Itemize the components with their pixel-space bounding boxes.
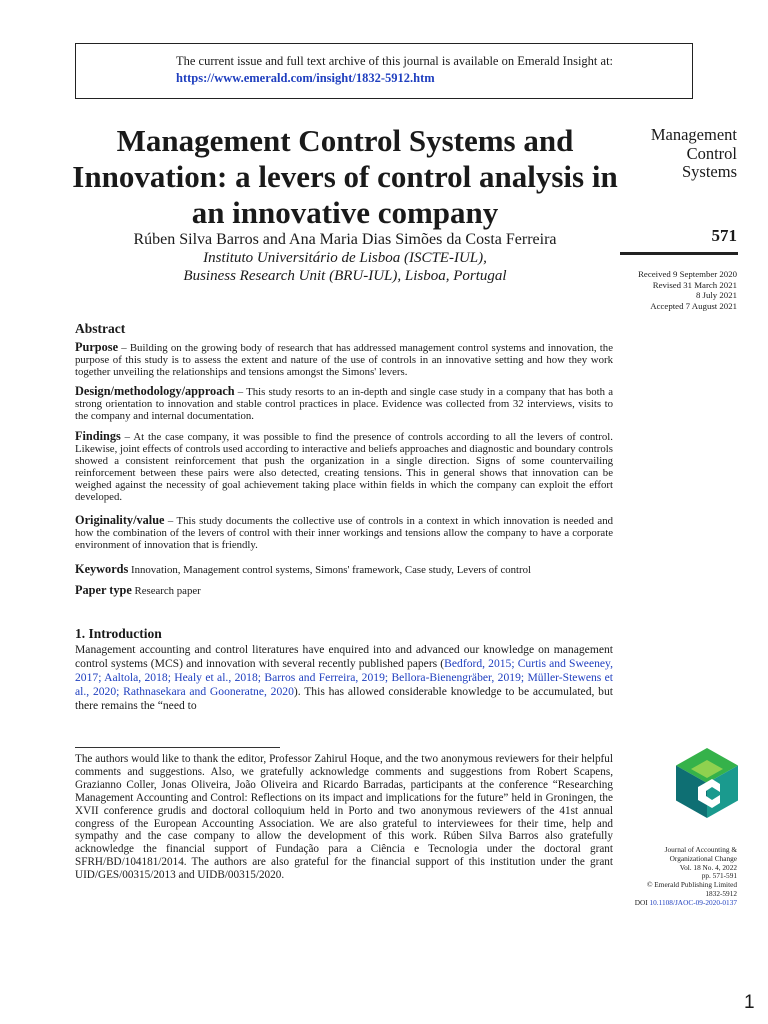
journal-info xyxy=(610,846,737,908)
received-date: Received 9 September 2020 xyxy=(638,269,737,279)
introduction-text xyxy=(75,643,613,713)
abstract-purpose xyxy=(75,341,613,378)
publisher-copyright: © Emerald Publishing Limited xyxy=(646,880,737,890)
doi-label: DOI xyxy=(634,897,648,907)
submission-dates xyxy=(600,269,737,311)
running-head-line-3: Systems xyxy=(681,162,737,181)
running-head xyxy=(620,126,737,182)
findings-label: Findings xyxy=(75,429,121,443)
journal-name-line-2: Organizational Change xyxy=(669,853,737,863)
journal-pages: pp. 571-591 xyxy=(701,871,737,881)
affiliation-line-1: Instituto Universitário de Lisboa (ISCTE-IUL), xyxy=(203,250,487,266)
journal-archive-link[interactable]: https://www.emerald.com/insight/1832-5912.htm xyxy=(176,71,435,85)
footnote-rule xyxy=(75,747,280,748)
affiliation-line-2: Business Research Unit (BRU-IUL), Lisboa, Portugal xyxy=(183,268,507,284)
keywords-text: Innovation, Management control systems, Simons' framework, Case study, Levers of control xyxy=(128,564,532,576)
abstract-findings xyxy=(75,430,613,504)
intro-text-1: Management accounting and control literatures have enquired into and advanced our knowledge on management control systems (MCS) and innovation with several recently published papers ( xyxy=(75,643,613,670)
abstract-heading: Abstract xyxy=(75,321,126,336)
journal-volume: Vol. 18 No. 4, 2022 xyxy=(679,862,737,872)
keywords xyxy=(75,562,620,577)
revised-date-2: 8 July 2021 xyxy=(695,290,737,300)
journal-issn: 1832-5912 xyxy=(705,888,737,898)
running-head-line-2: Control xyxy=(686,143,737,163)
acknowledgements-footnote: The authors would like to thank the editor, Professor Zahirul Hoque, and the two anonymous reviewers for their helpful comments and suggestions. Also, we gratefully acknowledge comments and suggestions from Robert Scapens, Grazianno Coller, Jonas Oliveira, João Oliveira and Ricardo Barradas, participants at the conference “Researching Management Accounting and Control: Reflections on its impact and implications for the future” held in Groningen, the XVII conference grudis and doctoral colloquium held in Porto and two anonymous reviewers of the 41st annual congress of the European Accounting Association. We are also grateful to interviewees for their time, help and sympathy and the case company to allow the development of this work. Rúben Silva Barros also gratefully acknowledge the financial support of Fundação para a Ciência e Tecnologia under the doctoral grant SFRH/BD/104181/2014. The authors are also grateful for the financial support of this institution under the grant UID/GES/00315/2013 and UIDB/00315/2020. xyxy=(75,753,613,882)
originality-text: – This study documents the collective use of controls in a context in which innovation is needed and how the combination of the levers of control with their inner workings and tensions allow the company to have a corporate environment of innovation that is friendly. xyxy=(75,515,613,552)
revised-date-1: Revised 31 March 2021 xyxy=(652,279,737,290)
sidebar-rule xyxy=(620,252,738,255)
journal-name-line-1: Journal of Accounting & xyxy=(664,845,737,854)
pdf-page-number: 1 xyxy=(744,992,755,1013)
purpose-label: Purpose xyxy=(75,340,119,354)
purpose-text: – Building on the growing body of research that has addressed management control systems and innovation, the purpose of this study is to assess the extent and nature of the use of controls in an innovative setting and how they work together unveiling the relationships and tensions amongst the Simons' levers. xyxy=(75,342,613,379)
archive-notice-text: The current issue and full text archive of this journal is available on Emerald Insight at: xyxy=(176,54,614,68)
paper-type-label: Paper type xyxy=(75,583,132,597)
running-head-line-1: Management xyxy=(650,125,737,144)
author-affiliation xyxy=(70,249,620,285)
article-authors: Rúben Silva Barros and Ana Maria Dias Simões da Costa Ferreira xyxy=(133,231,557,248)
article-title: Management Control Systems and Innovation: a levers of control analysis in an innovative company xyxy=(72,123,618,230)
paper-type-text: Research paper xyxy=(131,585,201,597)
originality-label: Originality/value xyxy=(75,513,165,527)
design-label: Design/methodology/approach xyxy=(75,384,235,398)
intro-text-2: ). This has allowed considerable knowledge to be accumulated, but there remains the “need to xyxy=(75,685,613,712)
journal-page-number: 571 xyxy=(711,226,737,245)
findings-text: – At the case company, it was possible to find the presence of controls according to all the levers of control. Likewise, joint effects of controls used according to interactive and beliefs approaches and diagnostic and boundary controls showed a consistent reinforcement that push the organization in a single direction. Signs of some countervailing reinforcement between these pairs were also detected, creating tensions. This in general shows that innovation can be weighed against the necessity of goal achievement taking place within fields in which the company can exploit the effort developed. xyxy=(75,431,613,504)
intro-citations[interactable]: Bedford, 2015; Curtis and Sweeney, 2017; Aaltola, 2018; Healy et al., 2018; Barros and Ferreira, 2019; Bellora-Bienengräber, 2019; Müller-Stewens et al., 2020; Rathnasekara and Gooneratne, 2020 xyxy=(75,657,613,698)
doi-line xyxy=(610,899,737,908)
abstract-originality xyxy=(75,514,613,551)
doi-link[interactable]: 10.1108/JAOC-09-2020-0137 xyxy=(649,897,737,907)
design-text: – This study resorts to an in-depth and single case study in a company that has both a strong orientation to innovation and stable control practices in place. Evidence was collected from 32 interviews, visits to the company and internal documentation. xyxy=(75,386,613,423)
keywords-label: Keywords xyxy=(75,562,129,576)
abstract-design xyxy=(75,385,613,422)
crossmark-logo-icon[interactable] xyxy=(676,748,738,818)
accepted-date: Accepted 7 August 2021 xyxy=(650,300,737,311)
paper-type xyxy=(75,583,201,598)
introduction-heading: 1. Introduction xyxy=(75,626,162,641)
